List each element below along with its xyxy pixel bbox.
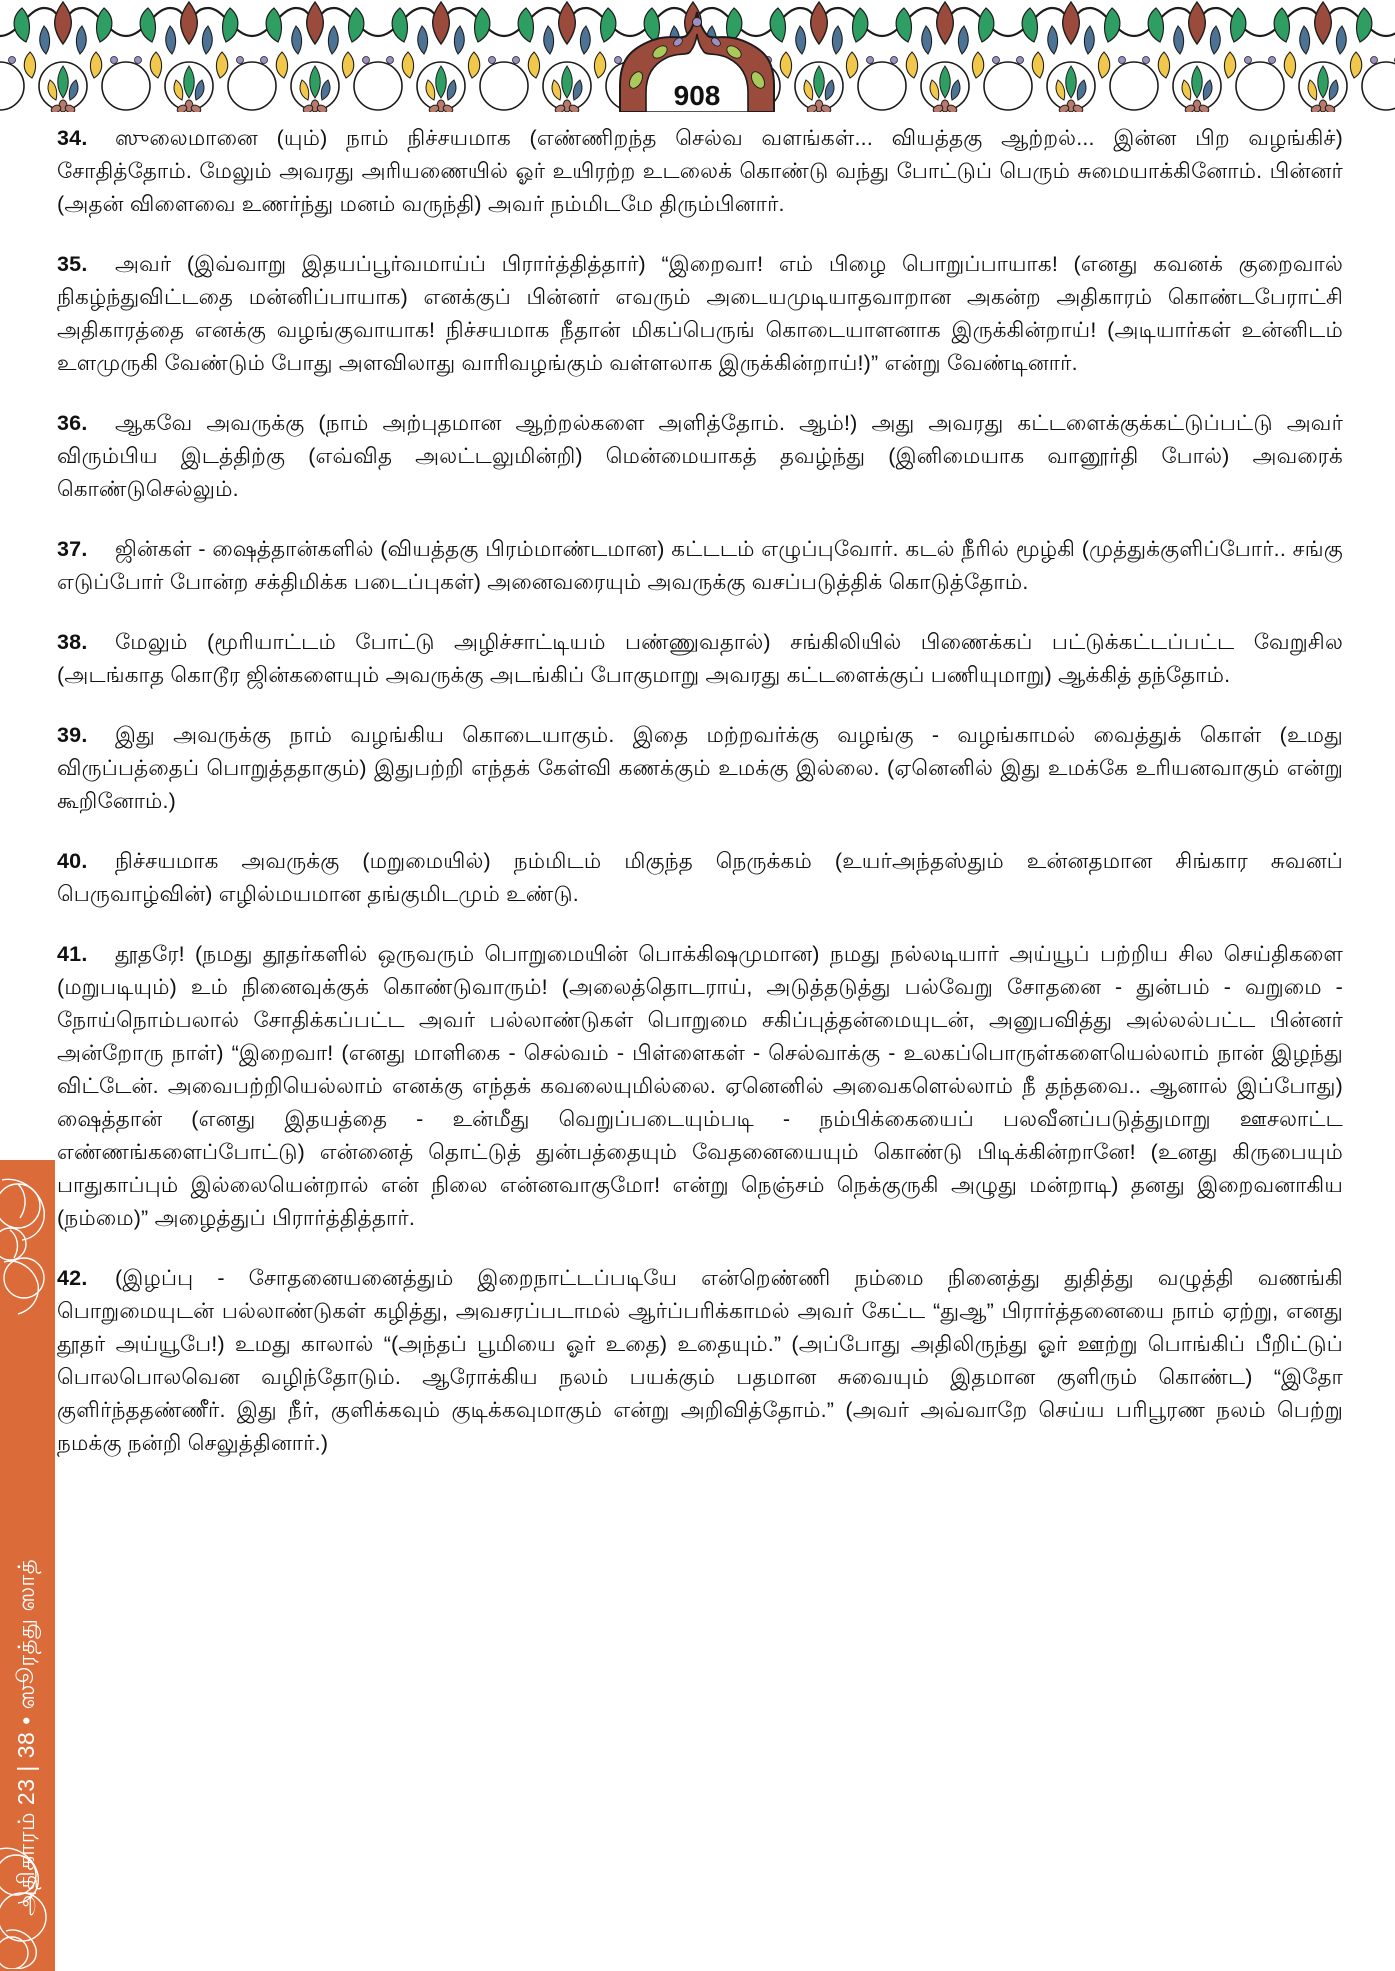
verse-text: ஜின்கள் - ஷைத்தான்களில் (வியத்தகு பிரம்மாண்டமான) கட்டடம் எழுப்புவோர். கடல் நீரில் மூழ்கி (முத்துக்குளிப்போர்.. சங்கு எடுப்போர் போன்ற சக்திமிக்க படைப்புகள்) அனைவரையும் அவருக்கு வசப்படுத்திக் கொடுத்தோம். xyxy=(57,537,1343,594)
verse-text: ஸுலைமானை (யும்) நாம் நிச்சயமாக (எண்ணிறந்த செல்வ வளங்கள்... வியத்தகு ஆற்றல்... இன்ன பிற வழங்கிச்) சோதித்தோம். மேலும் அவரது அரியணையில் ஓர் உயிரற்ற உடலைக் கொண்டு வந்து போட்டுப் பெரும் சுமையாக்கினோம். பின்னர் (அதன் விளைவை உணர்ந்து மனம் வருந்தி) அவர் நம்மிடமே திரும்பினார். xyxy=(57,126,1343,216)
verse-35 xyxy=(57,248,1343,380)
verse-number: 37. xyxy=(57,537,88,561)
verse-text: இது அவருக்கு நாம் வழங்கிய கொடையாகும். இதை மற்றவர்க்கு வழங்கு - வழங்காமல் வைத்துக் கொள் (உமது விருப்பத்தைப் பொறுத்ததாகும்) இதுபற்றி எந்தக் கேள்வி கணக்கும் உமக்கு இல்லை. (ஏனெனில் இது உமக்கே உரியனவாகும் என்று கூறினோம்.) xyxy=(57,723,1343,813)
verse-number: 38. xyxy=(57,630,88,654)
verse-41 xyxy=(57,938,1343,1235)
verse-number: 34. xyxy=(57,126,88,150)
verse-number: 42. xyxy=(57,1266,88,1290)
verse-37 xyxy=(57,533,1343,599)
verse-text: தூதரே! (நமது தூதர்களில் ஒருவரும் பொறுமையின் பொக்கிஷமுமான) நமது நல்லடியார் அய்யூப் பற்றிய சில செய்திகளை (மறுபடியும்) உம் நினைவுக்குக் கொண்டுவாரும்! (அலைத்தொடராய், அடுத்தடுத்து பல்வேறு சோதனை - துன்பம் - வறுமை - நோய்நொம்பலால் சோதிக்கப்பட்ட அவர் பல்லாண்டுகள் பொறுமை சகிப்புத்தன்மையுடன், அனுபவித்து அல்லல்பட்ட பின்னர் அன்றோரு நாள்) “இறைவா! (எனது மாளிகை - செல்வம் - பிள்ளைகள் - செல்வாக்கு - உலகப்பொருள்களையெல்லாம் நான் இழந்து விட்டேன். அவைபற்றியெல்லாம் எனக்கு எந்தக் கவலையுமில்லை. ஏனெனில் அவைகளெல்லாம் நீ தந்தவை.. ஆனால் இப்போது) ஷைத்தான் (எனது இதயத்தை - உன்மீது வெறுப்படையும்படி - நம்பிக்கையைப் பலவீனப்படுத்துமாறு ஊசலாட்ட எண்ணங்களைப்போட்டு) என்னைத் தொட்டுத் துன்பத்தையும் வேதனையையும் கொண்டு பிடிக்கின்றானே! (உனது கிருபையும் பாதுகாப்பும் இல்லையென்றால் என் நிலை என்னவாகுமோ! என்று நெஞ்சம் நெக்குருகி அழுது மன்றாடி) தனது இறைவனாகிய (நம்மை)” அழைத்துப் பிரார்த்தித்தார். xyxy=(57,942,1343,1230)
sidebar-floral-ornament-icon xyxy=(0,1166,55,1336)
verse-text: (இழப்பு - சோதனையனைத்தும் இறைநாட்டப்படியே என்றெண்ணி நம்மை நினைத்து துதித்து வழுத்தி வணங்கி பொறுமையுடன் பல்லாண்டுகள் கழித்து, அவசரப்படாமல் ஆர்ப்பரிக்காமல் அவர் கேட்ட “துஆ” பிரார்த்தனையை நாம் ஏற்று, எனது தூதர் அய்யூபே!) உமது காலால் “(அந்தப் பூமியை ஓர் உதை) உதையும்.” (அப்போது அதிலிருந்து ஓர் ஊற்று பொங்கிப் பீறிட்டுப் பொலபொலவென வழிந்தோடும். ஆரோக்கிய நலம் பயக்கும் பதமான சுவையும் இதமான குளிரும் கொண்ட) “இதோ குளிர்ந்ததண்ணீர். இது நீர், குளிக்கவும் குடிக்கவுமாகும் என்று அறிவித்தோம்.” (அவர் அவ்வாறே செய்ய பரிபூரண நலம் பெற்று நமக்கு நன்றி செலுத்தினார்.) xyxy=(57,1266,1343,1455)
verse-40 xyxy=(57,845,1343,911)
verse-number: 36. xyxy=(57,411,88,435)
verse-36 xyxy=(57,407,1343,506)
verse-text: நிச்சயமாக அவருக்கு (மறுமையில்) நம்மிடம் மிகுந்த நெருக்கம் (உயர்அந்தஸ்தும் உன்னதமான சிங்கார சுவனப் பெருவாழ்வின்) எழில்மயமான தங்குமிடமும் உண்டு. xyxy=(57,849,1343,906)
verse-38 xyxy=(57,626,1343,692)
verse-34 xyxy=(57,122,1343,221)
verse-text: மேலும் (மூரியாட்டம் போட்டு அழிச்சாட்டியம் பண்ணுவதால்) சங்கிலியில் பிணைக்கப் பட்டுக்கட்டப்பட்ட வேறுசில (அடங்காத கொடூர ஜின்களையும் அவருக்கு அடங்கிப் போகுமாறு அவரது கட்டளைக்குப் பணியுமாறு) ஆக்கித் தந்தோம். xyxy=(57,630,1343,687)
sidebar-chapter-label: அதிகாரம் 23 | 38 • ஸூரத்து ஸாத் xyxy=(13,1558,39,1916)
verse-number: 39. xyxy=(57,723,88,747)
verse-number: 35. xyxy=(57,252,88,276)
verse-number: 41. xyxy=(57,942,88,966)
verse-text: ஆகவே அவருக்கு (நாம் அற்புதமான ஆற்றல்களை அளித்தோம். ஆம்!) அது அவரது கட்டளைக்குக்கட்டுப்பட்டு அவர் விரும்பிய இடத்திற்கு (எவ்வித அலட்டலுமின்றி) மென்மையாகத் தவழ்ந்து (இனிமையாக வானூர்தி போல்) அவரைக் கொண்டுசெல்லும். xyxy=(57,411,1343,501)
flower-ornament-icon xyxy=(693,18,702,27)
verse-number: 40. xyxy=(57,849,88,873)
floral-border xyxy=(0,0,1395,112)
verse-text-block xyxy=(57,122,1343,1487)
verse-42 xyxy=(57,1262,1343,1460)
verse-text: அவர் (இவ்வாறு இதயப்பூர்வமாய்ப் பிரார்த்தித்தார்) “இறைவா! எம் பிழை பொறுப்பாயாக! (எனது கவனக் குறைவால் நிகழ்ந்துவிட்டதை மன்னிப்பாயாக) எனக்குப் பின்னர் எவரும் அடையமுடியாதவாறான அகன்ற அதிகாரம் கொண்டபேராட்சி அதிகாரத்தை எனக்கு வழங்குவாயாக! நிச்சயமாக நீதான் மிகப்பெருங் கொடையாளனாக இருக்கின்றாய்! (அடியார்கள் உன்னிடம் உளமுருகி வேண்டும் போது அளவிலாது வாரிவழங்கும் வள்ளலாக இருக்கின்றாய்!)” என்று வேண்டினார். xyxy=(57,252,1343,375)
page-number: 908 xyxy=(673,80,721,111)
verse-39 xyxy=(57,719,1343,818)
